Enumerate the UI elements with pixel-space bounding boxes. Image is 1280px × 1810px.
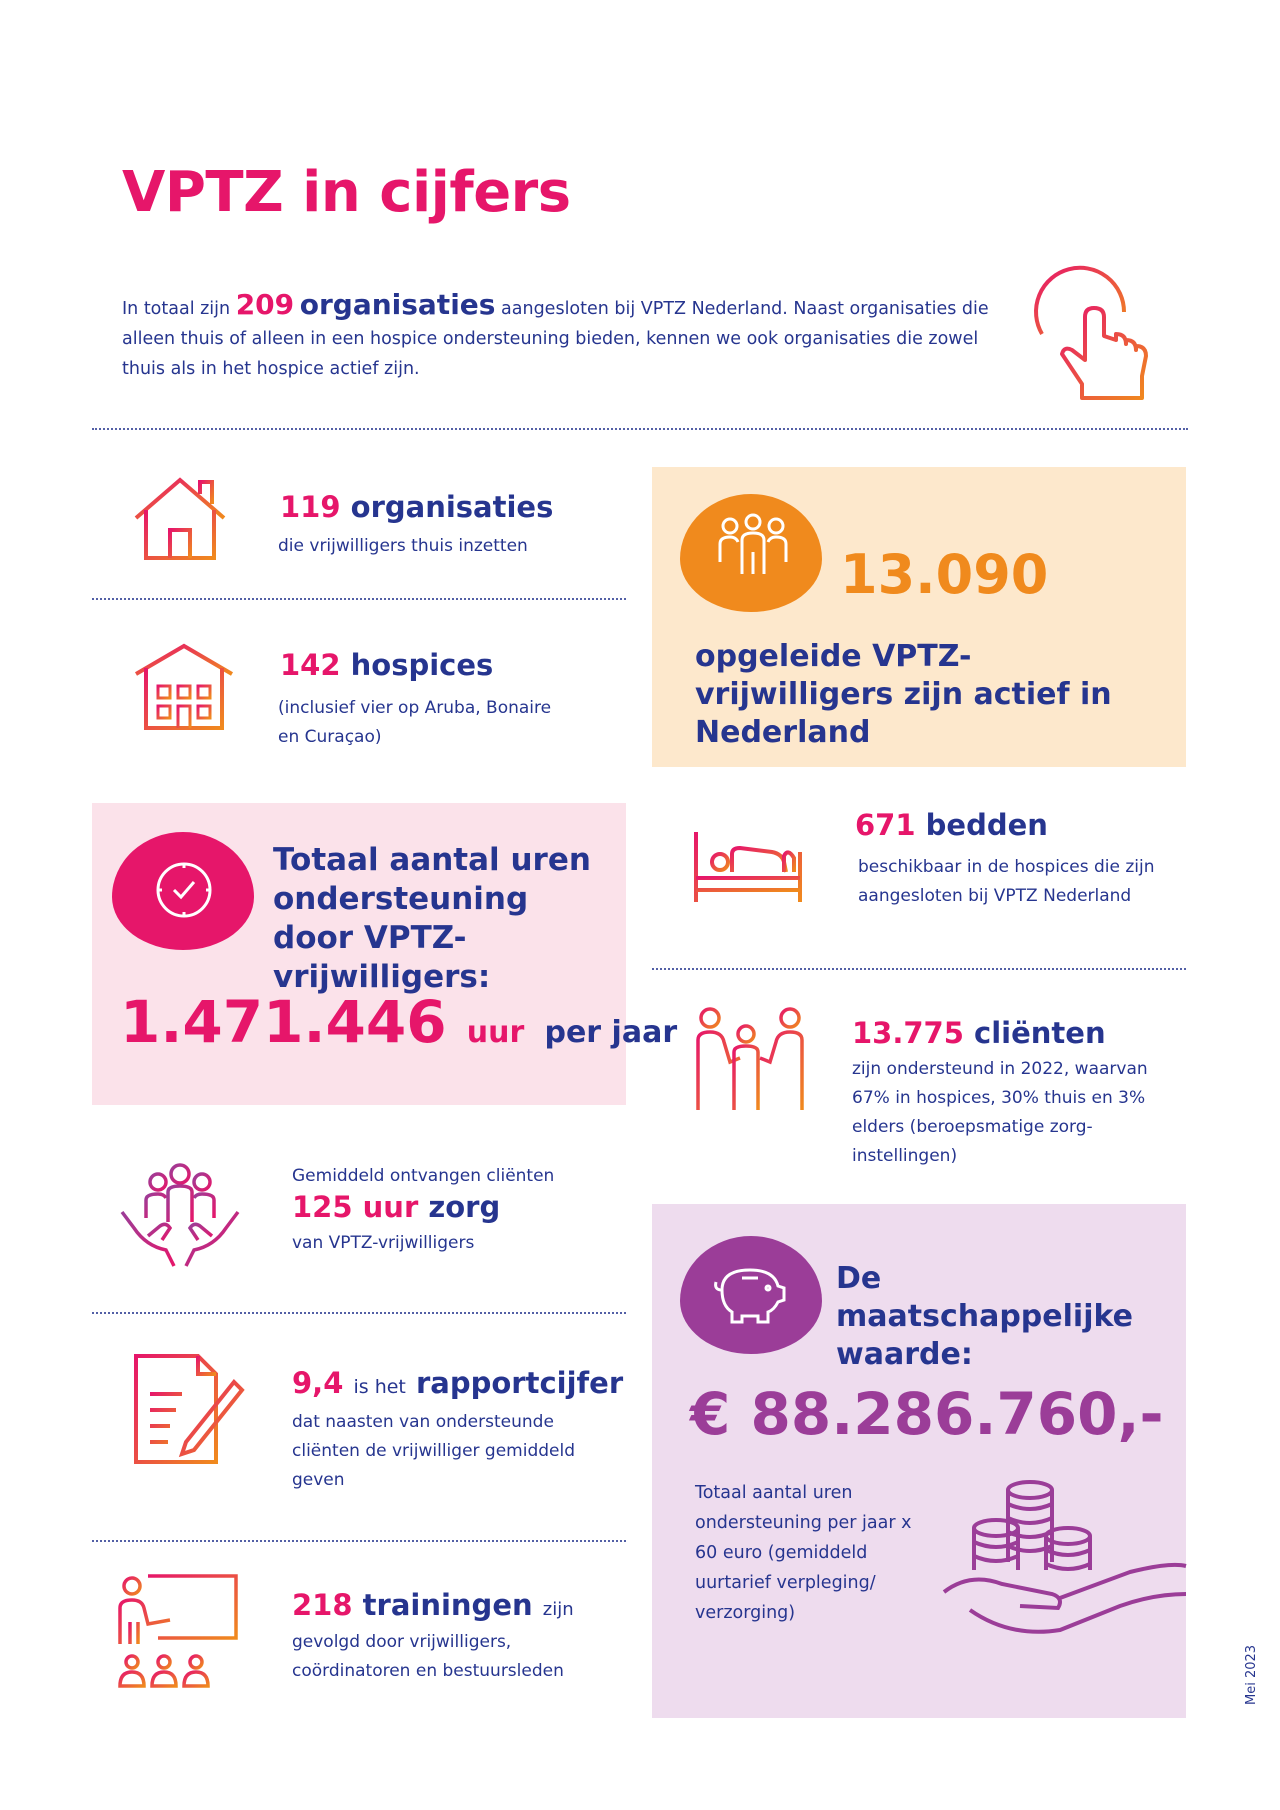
volunteers-number: 13.090	[840, 543, 1049, 606]
clients-group-icon	[690, 1006, 808, 1114]
publication-date: Mei 2023	[1244, 1644, 1259, 1705]
hours-heading: Totaal aantal uren ondersteuning door VPTZ-vrijwilligers:	[273, 842, 591, 995]
bed-icon	[692, 828, 804, 904]
hand-pointer-icon	[1030, 272, 1150, 402]
care-label: zorg	[428, 1190, 501, 1224]
hospices-heading	[280, 648, 493, 682]
value-amount: € 88.286.760,-	[690, 1380, 1164, 1448]
people-group-icon	[718, 512, 788, 582]
coins-hand-icon	[940, 1470, 1186, 1646]
page-title: VPTZ in cijfers	[122, 160, 571, 225]
hours-unit-rest: per jaar	[544, 1015, 678, 1050]
piggy-bank-icon	[712, 1262, 788, 1324]
clients-label: cliënten	[974, 1016, 1106, 1050]
intro-number: 209	[235, 288, 295, 321]
care-heading	[292, 1190, 500, 1224]
beds-number: 671	[855, 808, 916, 842]
clients-number: 13.775	[852, 1016, 964, 1050]
care-number: 125	[292, 1190, 353, 1224]
hospices-label: hospices	[350, 648, 494, 682]
divider	[92, 1312, 626, 1314]
trainings-label: trainingen	[362, 1588, 533, 1622]
intro-text	[122, 290, 1002, 384]
hospice-building-icon	[132, 642, 236, 732]
grade-sub: dat naasten van ondersteunde cliënten de vrijwilliger gemiddeld geven	[292, 1412, 576, 1490]
care-unit: uur	[362, 1190, 419, 1224]
clients-heading	[852, 1016, 1106, 1050]
hours-value	[120, 988, 677, 1056]
value-heading: De maatschappelijke waarde:	[836, 1261, 1133, 1372]
home-orgs-label: organisaties	[350, 490, 554, 524]
intro-prefix: In totaal zijn	[122, 299, 231, 319]
beds-sub: beschikbaar in de hospices die zijn aangesloten bij VPTZ Nederland	[858, 857, 1155, 906]
document-pencil-icon	[132, 1354, 244, 1466]
hours-number: 1.471.446	[120, 988, 447, 1056]
clock-icon	[152, 858, 216, 922]
divider	[652, 968, 1186, 970]
hours-unit: uur	[466, 1015, 525, 1050]
divider	[92, 1540, 626, 1542]
intro-rest-line1: aangesloten bij VPTZ Nederland. Naast organisaties	[501, 299, 957, 319]
grade-heading	[292, 1366, 623, 1400]
hospices-sub: (inclusief vier op Aruba, Bonaire en Curaçao)	[278, 698, 552, 747]
home-orgs-sub: die vrijwilligers thuis inzetten	[278, 536, 528, 556]
trainings-suffix: zijn	[542, 1599, 574, 1620]
hospices-number: 142	[280, 648, 341, 682]
care-pre: Gemiddeld ontvangen cliënten	[292, 1166, 555, 1186]
clients-sub: zijn ondersteund in 2022, waarvan 67% in hospices, 30% thuis en 3% elders (beroepsmatige zorg-instellingen)	[852, 1059, 1148, 1166]
intro-rest: die alleen thuis of alleen in een hospice ondersteuning bieden, kennen we ook organisaties die zowel thuis als in het hospice actief zijn.	[122, 299, 989, 379]
volunteers-text: opgeleide VPTZ-vrijwilligers zijn actief in Nederland	[695, 639, 1112, 750]
home-orgs-number: 119	[280, 490, 341, 524]
grade-number: 9,4	[292, 1366, 344, 1400]
house-icon	[132, 474, 228, 564]
hands-people-icon	[118, 1162, 242, 1270]
divider	[92, 428, 1188, 430]
trainings-sub: gevolgd door vrijwilligers, coördinatoren en bestuursleden	[292, 1632, 564, 1681]
home-orgs-heading	[280, 490, 553, 524]
grade-mid: is het	[353, 1376, 406, 1398]
beds-heading	[855, 808, 1048, 842]
value-text: Totaal aantal uren ondersteuning per jaar x 60 euro (gemiddeld uurtarief verpleging/ verzorging)	[695, 1483, 912, 1623]
teacher-board-icon	[112, 1572, 240, 1690]
trainings-heading	[292, 1588, 574, 1622]
divider	[92, 598, 626, 600]
intro-label: organisaties	[299, 288, 496, 321]
grade-label: rapportcijfer	[416, 1366, 624, 1400]
beds-label: bedden	[925, 808, 1048, 842]
care-sub: van VPTZ-vrijwilligers	[292, 1233, 475, 1253]
trainings-number: 218	[292, 1588, 353, 1622]
